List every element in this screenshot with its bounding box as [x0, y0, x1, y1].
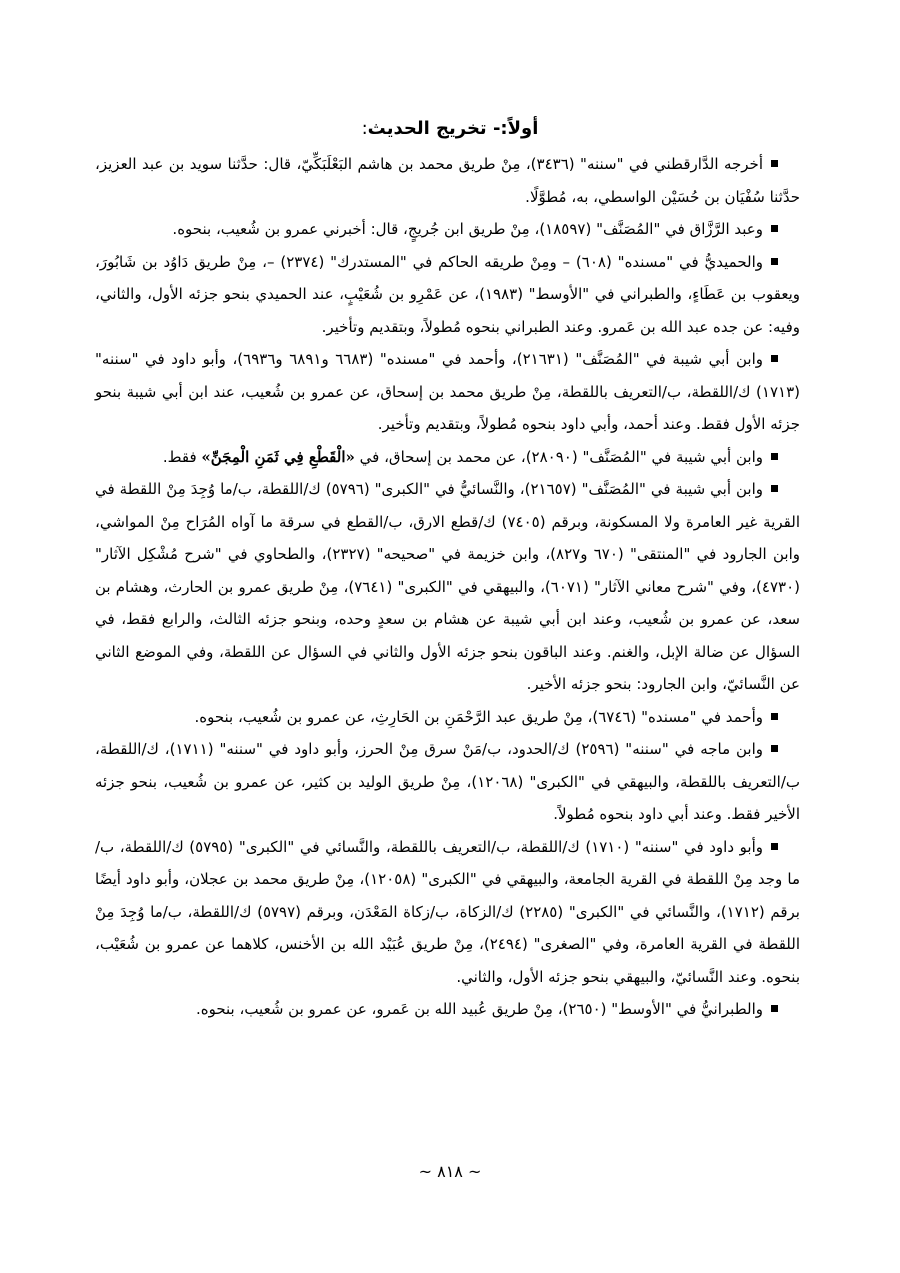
square-bullet-icon [771, 258, 778, 265]
square-bullet-icon [771, 453, 778, 460]
section-heading-colon: : [361, 118, 368, 139]
paragraph-text-end: فقط. [162, 447, 202, 466]
takhrij-paragraph [95, 441, 800, 474]
paragraph-text: وابن ماجه في "سننه" (٢٥٩٦) ك/الحدود، ب/مَنْ سرق مِنْ الحرز، وأبو داود في "سننه" (١٧١١)، ك/اللقطة، ب/التعريف باللقطة، والبيهقي في "الكبرى" (١٢٠٦٨)، مِنْ طريق الوليد بن كثير، عن عمرو بن شُعيب، بنحو جزئه الأخير فقط. وعند أبي داود بنحوه مُطولاً. [95, 740, 800, 823]
takhrij-paragraph [95, 733, 800, 831]
takhrij-content [95, 148, 800, 1026]
square-bullet-icon [771, 485, 778, 492]
section-heading [0, 116, 900, 142]
takhrij-paragraph [95, 831, 800, 994]
takhrij-paragraph [95, 701, 800, 734]
paragraph-text: وأبو داود في "سننه" (١٧١٠) ك/اللقطة، ب/التعريف باللقطة، والنَّسائي في "الكبرى" (٥٧٩٥) ك/اللقطة، ب/ما وجد مِنْ اللقطة في القرية الجامعة، والبيهقي في "الكبرى" (١٢٠٥٨)، مِنْ طريق محمد بن عجلان، وأبو داود أيضًا برقم (١٧١٢)، والنَّسائي في "الكبرى" (٢٢٨٥) ك/الزكاة، ب/زكاة المَعْدَن، وبرقم (٥٧٩٧) ك/اللقطة، ب/ما وُجِدَ مِنْ اللقطة في القرية العامرة، وفي "الصغرى" (٢٤٩٤)، مِنْ طريق عُبَيْد الله بن الأخنس، كلاهما عن عمرو بن شُعَيْب، بنحوه. وعند النَّسائيّ، والبيهقي بنحو جزئه الأول، والثاني. [95, 837, 800, 986]
square-bullet-icon [771, 745, 778, 752]
square-bullet-icon [771, 225, 778, 232]
page-number: ~ ٨١٨ ~ [418, 1162, 482, 1181]
paragraph-text: وأحمد في "مسنده" (٦٧٤٦)، مِنْ طريق عبد الرَّحْمَنِ بن الحَارِثِ، عن عمرو بن شُعيب، بنحوه. [194, 707, 763, 726]
section-heading-title: أولاً:- تخريج الحديث [367, 118, 539, 139]
paragraph-text: والحميديُّ في "مسنده" (٦٠٨) – ومِنْ طريقه الحاكم في "المستدرك" (٢٣٧٤) –، مِنْ طريق دَاوُد بن شَابُورَ، ويعقوب بن عَطَاءٍ، والطبراني في "الأوسط" (١٩٨٣)، عن عَمْرِو بن شُعَيْبٍ، عند الحميدي بنحو جزئه الأول، والثاني، وفيه: عن جده عبد الله بن عَمرو. وعند الطبراني بنحوه مُطولاً، وبتقديم وتأخير. [95, 252, 800, 336]
paragraph-text: وابن أبي شيبة في "المُصَنَّف" (٢١٦٥٧)، والنَّسائيُّ في "الكبرى" (٥٧٩٦) ك/اللقطة، ب/ما وُجِدَ مِنْ اللقطة في القرية غير العامرة ولا المسكونة، وبرقم (٧٤٠٥) ك/قطع الارق، ب/القطع في سرقة ما آواه المُرَاح مِنْ المواشي، وابن الجارود في "المنتقى" (٦٧٠ و٨٢٧)، وابن خزيمة في "صحيحه" (٢٣٢٧)، والطحاوي في "شرح مُشْكِل الآثار" (٤٧٣٠)، وفي "شرح معاني الآثار" (٦٠٧١)، والبيهقي في "الكبرى" (٧٦٤١)، مِنْ طريق عمرو بن الحارث، وهشام بن سعد، عن عمرو بن شُعيب، وعند ابن أبي شيبة عن هشام بن سعدٍ وحده، وبنحو جزئه الثالث، والرابع فقط، في السؤال عن ضالة الإبل، والغنم. وعند الباقون بنحو جزئه الأول والثاني في السؤال عن اللقطة، وفي الموضع الثاني عن النَّسائيّ، وابن الجارود: بنحو جزئه الأخير. [95, 480, 800, 693]
chapter-title-bold: «الْقَطْعِ فِي ثَمَنِ الْمِجَنِّ» [201, 447, 355, 466]
paragraph-text: وابن أبي شيبة في "المُصَنَّف" (٢٨٠٩٠)، عن محمد بن إسحاق، في [354, 447, 763, 466]
square-bullet-icon [771, 1005, 778, 1012]
square-bullet-icon [771, 160, 778, 167]
paragraph-text: أخرجه الدَّارقطني في "سننه" (٣٤٣٦)، مِنْ طريق محمد بن هاشم البَعْلَبَكِّيّ، قال: حدَّثنا سويد بن عبد العزيز، حدَّثنا سُفْيَان بن حُسَيْن الواسطي، به، مُطوَّلًا. [95, 155, 800, 206]
takhrij-paragraph [95, 993, 800, 1026]
square-bullet-icon [771, 355, 778, 362]
square-bullet-icon [771, 713, 778, 720]
takhrij-paragraph [95, 148, 800, 213]
square-bullet-icon [771, 843, 778, 850]
takhrij-paragraph [95, 213, 800, 246]
takhrij-paragraph [95, 246, 800, 344]
paragraph-text: وعبد الرَّزَّاق في "المُصَنَّف" (١٨٥٩٧)، مِنْ طريق ابن جُريجٍ، قال: أخبرني عمرو بن شُعيب، بنحوه. [172, 220, 763, 238]
takhrij-paragraph [95, 473, 800, 701]
paragraph-text: وابن أبي شيبة في "المُصَنَّف" (٢١٦٣١)، وأحمد في "مسنده" (٦٦٨٣ و٦٨٩١ و٦٩٣٦)، وأبو داود في "سننه" (١٧١٣) ك/اللقطة، ب/التعريف باللقطة، مِنْ طريق محمد بن إسحاق، عن عمرو بن شُعيب، عند ابن أبي شيبة بنحو جزئه الأول فقط. وعند أحمد، وأبي داود بنحوه مُطولاً، وبتقديم وتأخير. [95, 350, 800, 433]
paragraph-text: والطبرانيُّ في "الأوسط" (٢٦٥٠)، مِنْ طريق عُبيد الله بن عَمرو، عن عمرو بن شُعيب، بنحوه. [195, 1000, 763, 1018]
takhrij-paragraph [95, 343, 800, 441]
